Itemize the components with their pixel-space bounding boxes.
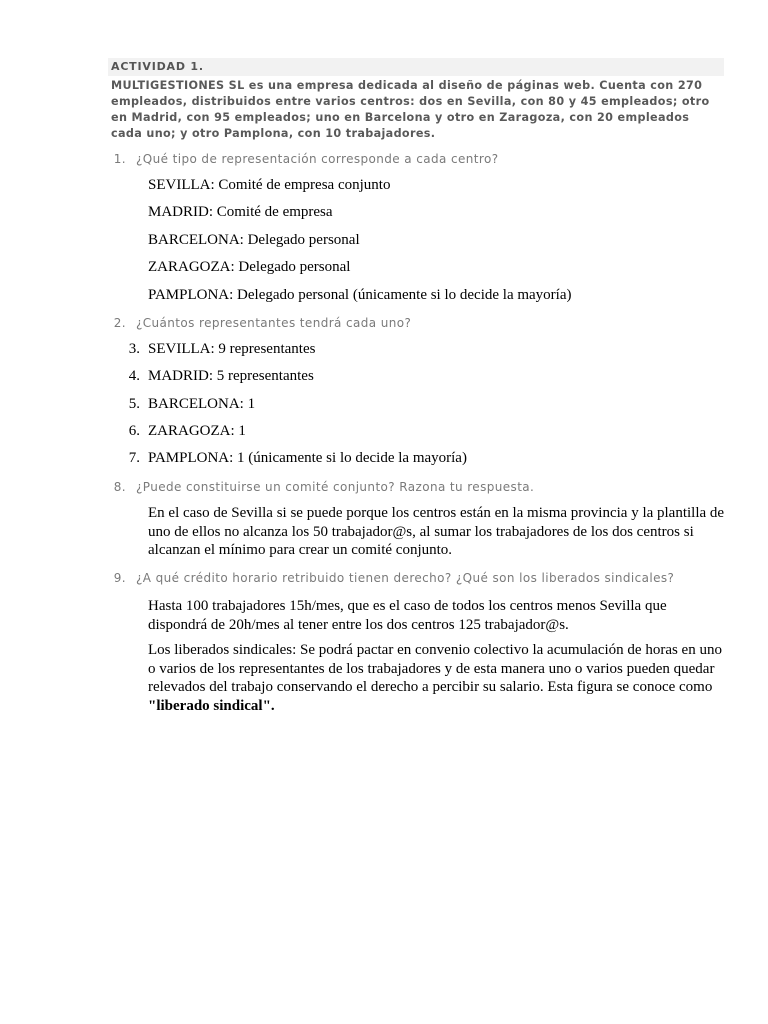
question-2 <box>100 316 411 330</box>
list-item <box>124 341 315 358</box>
list-text: BARCELONA: 1 <box>148 396 256 412</box>
question-text: ¿A qué crédito horario retribuido tienen derecho? ¿Qué son los liberados sindicales? <box>136 571 675 585</box>
list-item <box>124 368 314 385</box>
list-text: SEVILLA: 9 representantes <box>148 341 316 357</box>
question-1 <box>100 152 498 166</box>
activity-header <box>108 58 724 142</box>
list-number: 3. <box>128 341 140 357</box>
answer-paragraph-liberados <box>148 641 723 715</box>
answer-paragraph: En el caso de Sevilla si se puede porque los centros están en la misma provincia y la plantilla de uno de ellos no alcanza los 50 trabajador@s, al sumar los trabajadores de los dos centros si alcanzan el mínimo para crear un comité conjunto. <box>148 505 725 558</box>
question-text: ¿Cuántos representantes tendrá cada uno? <box>136 316 412 330</box>
answer-paragraph: Hasta 100 trabajadores 15h/mes, que es el caso de todos los centros menos Sevilla que dispondrá de 20h/mes al tener entre los dos centros 125 trabajador@s. <box>148 598 667 633</box>
question-number: 1. <box>113 152 126 166</box>
list-number: 7. <box>128 450 140 466</box>
answer-line: BARCELONA: Delegado personal <box>148 232 360 248</box>
question-8 <box>100 480 534 494</box>
question-text: ¿Qué tipo de representación corresponde a cada centro? <box>136 152 499 166</box>
answer-line: ZARAGOZA: Delegado personal <box>148 259 351 275</box>
list-item <box>124 423 246 440</box>
answer-text: Los liberados sindicales: Se podrá pactar en convenio colectivo la acumulación de horas en uno o varios de los representantes de los trabajadores y de esta manera uno o varios pueden quedar relevados del trabajo conservando el derecho a percibir su salario. Esta figura se conoce como <box>148 642 722 695</box>
list-number: 6. <box>128 423 140 439</box>
list-number: 4. <box>128 368 140 384</box>
answer-line: PAMPLONA: Delegado personal (únicamente si lo decide la mayoría) <box>148 287 572 303</box>
list-number: 5. <box>128 396 140 412</box>
bold-term: "liberado sindical". <box>148 697 275 714</box>
answer-line: SEVILLA: Comité de empresa conjunto <box>148 177 391 193</box>
list-text: MADRID: 5 representantes <box>148 368 314 384</box>
activity-title: ACTIVIDAD 1. <box>108 58 724 76</box>
list-text: PAMPLONA: 1 (únicamente si lo decide la mayoría) <box>148 450 467 466</box>
list-item <box>124 450 467 467</box>
activity-intro: MULTIGESTIONES SL es una empresa dedicada al diseño de páginas web. Cuenta con 270 empleados, distribuidos entre varios centros: dos en Sevilla, con 80 y 45 empleados; otro en Madrid, con 95 empleados; uno en Barcelona y otro en Zaragoza, con 20 empleados cada uno; y otro Pamplona, con 10 trabajadores. <box>111 79 710 140</box>
answer-line: MADRID: Comité de empresa <box>148 204 333 220</box>
question-number: 9. <box>113 571 126 585</box>
question-number: 8. <box>113 480 126 494</box>
list-item <box>124 396 255 413</box>
question-number: 2. <box>113 316 126 330</box>
list-text: ZARAGOZA: 1 <box>148 423 246 439</box>
question-text: ¿Puede constituirse un comité conjunto? Razona tu respuesta. <box>136 480 535 494</box>
question-9 <box>100 571 674 585</box>
